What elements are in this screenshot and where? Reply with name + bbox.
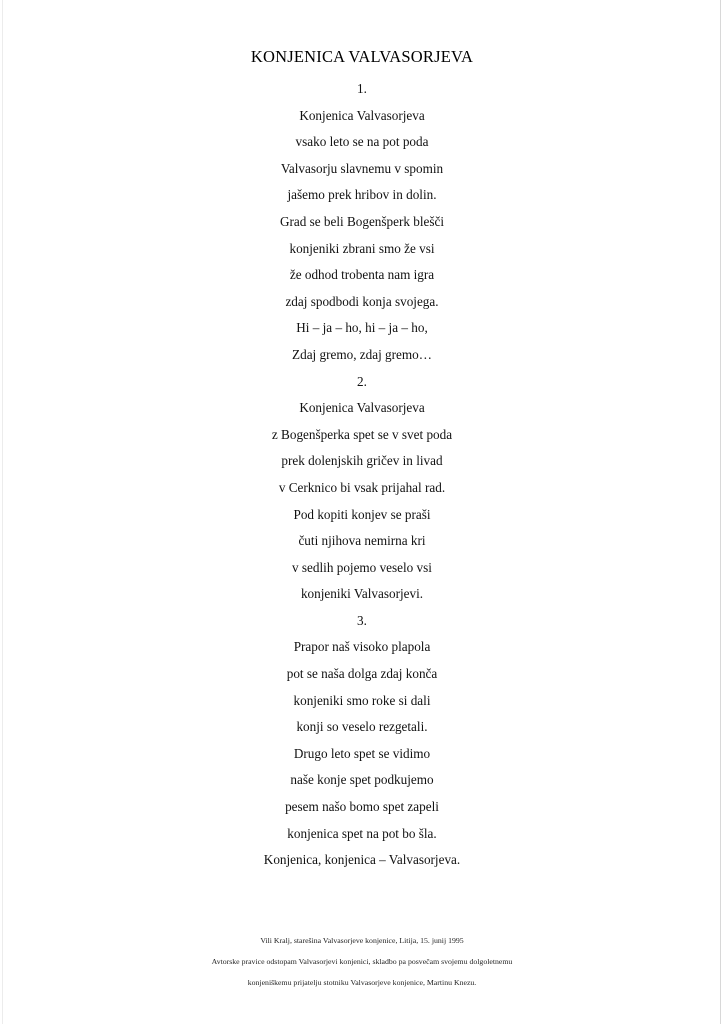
poem-line: Zdaj gremo, zdaj gremo… (292, 346, 432, 362)
poem-line: jašemo prek hribov in dolin. (287, 187, 437, 203)
stanza-number: 1. (357, 81, 367, 96)
poem-line: z Bogenšperka spet se v svet poda (271, 426, 453, 442)
poem-line: Prapor naš visoko plapola (293, 639, 431, 655)
poem-line: naše konje spet podkujemo (290, 772, 434, 788)
page-title: KONJENICA VALVASORJEVA (250, 47, 474, 66)
poem-line: Drugo leto spet se vidimo (293, 745, 431, 761)
poem-line: Hi – ja – ho, hi – ja – ho, (296, 320, 428, 336)
stanza-number: 2. (357, 373, 367, 389)
poem-line: konjenica spet na pot bo šla. (287, 825, 437, 841)
poem-line: vsako leto se na pot poda (295, 134, 429, 150)
poem-line: Valvasorju slavnemu v spomin (280, 160, 444, 176)
poem-line: Pod kopiti konjev se praši (293, 506, 431, 522)
poem-line: konjeniki smo roke si dali (293, 692, 431, 708)
poem-line: že odhod trobenta nam igra (289, 267, 435, 283)
footer-rights-line: Avtorske pravice odstopam Valvasorjevi konjenici, skladbo pa posvečam svojemu dolgoletnemu (211, 957, 513, 966)
poem-line: konjeniki Valvasorjevi. (300, 586, 424, 602)
footer-author-line: Vili Kralj, starešina Valvasorjeve konjenice, Litija, 15. junij 1995 (260, 936, 464, 945)
poem-line: konjeniki zbrani smo že vsi (289, 240, 435, 256)
poem-line: v Cerknico bi vsak prijahal rad. (278, 479, 446, 495)
stanza-number: 3. (357, 612, 367, 628)
poem-line: pot se naša dolga zdaj konča (286, 666, 438, 682)
poem-line: pesem našo bomo spet zapeli (285, 799, 439, 815)
footer-note (0, 933, 724, 996)
poem-line: Konjenica Valvasorjeva (299, 107, 425, 123)
poem-line: Konjenica, konjenica – Valvasorjeva. (263, 852, 461, 868)
poem-line: čuti njihova nemirna kri (298, 533, 426, 549)
poem-line: prek dolenjskih gričev in livad (281, 453, 443, 469)
poem-line: v sedlih pojemo veselo vsi (292, 559, 432, 575)
poem-line: zdaj spodbodi konja svojega. (285, 293, 439, 309)
poem-line: Konjenica Valvasorjeva (299, 400, 425, 416)
poem-line: Grad se beli Bogenšperk blešči (279, 213, 445, 229)
poem-line: konji so veselo rezgetali. (296, 719, 428, 735)
footer-dedication-line: konjeniškemu prijatelju stotniku Valvasorjeve konjenice, Martinu Knezu. (247, 978, 477, 987)
poem (0, 79, 724, 877)
